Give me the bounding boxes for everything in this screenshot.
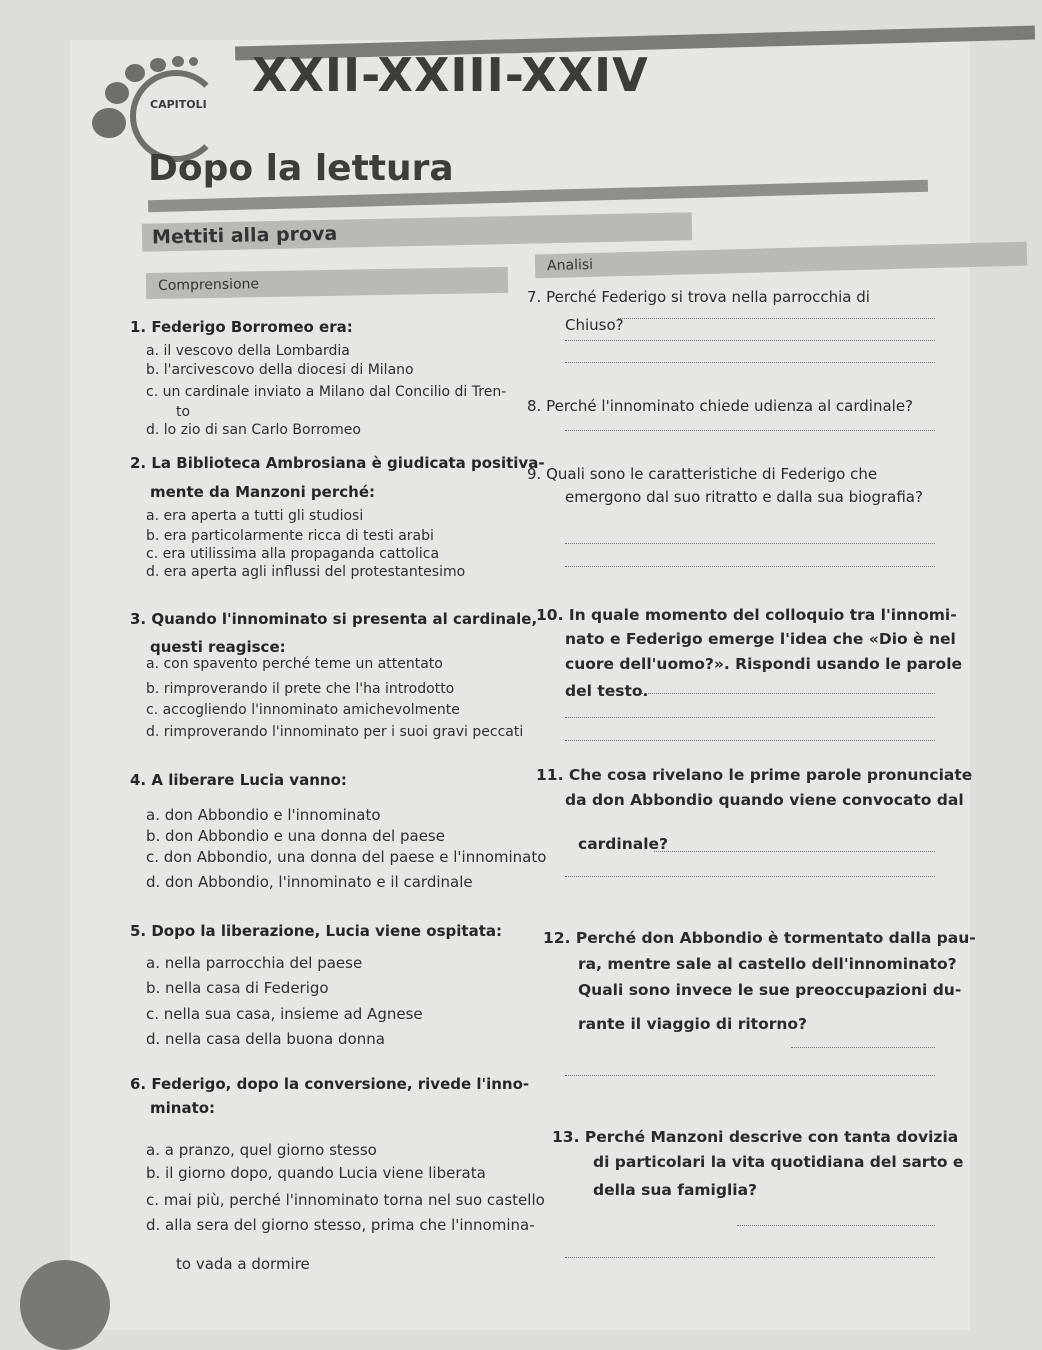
answer-option[interactable]: d. rimproverando l'innominato per i suoi gravi peccati xyxy=(146,724,524,740)
question-13-cont: di particolari la vita quotidiana del sarto e xyxy=(593,1153,964,1171)
answer-option[interactable]: b. rimproverando il prete che l'ha introdotto xyxy=(146,681,455,697)
answer-line[interactable] xyxy=(791,1047,935,1048)
answer-option[interactable]: d. lo zio di san Carlo Borromeo xyxy=(146,422,361,438)
question-3-cont: questi reagisce: xyxy=(150,638,286,656)
question-9-cont: emergono dal suo ritratto e dalla sua biografia? xyxy=(565,488,923,506)
answer-line[interactable] xyxy=(565,566,935,567)
question-12-cont: ra, mentre sale al castello dell'innominato? xyxy=(578,955,957,973)
analysis-heading: Analisi xyxy=(535,242,1027,279)
answer-option[interactable]: c. don Abbondio, una donna del paese e l'innominato xyxy=(146,848,547,866)
question-8: 8. Perché l'innominato chiede udienza al cardinale? xyxy=(527,397,914,415)
answer-line[interactable] xyxy=(618,318,935,319)
answer-option[interactable]: b. l'arcivescovo della diocesi di Milano xyxy=(146,362,414,378)
answer-line[interactable] xyxy=(737,1225,935,1226)
logo-dot xyxy=(92,108,126,138)
answer-option[interactable]: a. a pranzo, quel giorno stesso xyxy=(146,1141,377,1159)
chapter-numbers: XXII-XXIII-XXIV xyxy=(252,48,649,102)
question-2-cont: mente da Manzoni perché: xyxy=(150,483,375,501)
question-11: 11. Che cosa rivelano le prime parole pronunciate xyxy=(536,766,973,784)
question-6-cont: minato: xyxy=(150,1099,216,1117)
page-corner-shadow xyxy=(20,1260,110,1350)
answer-line[interactable] xyxy=(565,340,935,341)
answer-option[interactable]: c. era utilissima alla propaganda cattolica xyxy=(146,546,440,562)
question-7-cont: Chiuso? xyxy=(565,316,624,334)
answer-option[interactable]: d. don Abbondio, l'innominato e il cardinale xyxy=(146,873,473,891)
answer-option[interactable]: c. nella sua casa, insieme ad Agnese xyxy=(146,1005,423,1023)
page-title: Dopo la lettura xyxy=(148,148,454,189)
logo-text: CAPITOLI xyxy=(150,98,207,111)
question-2: 2. La Biblioteca Ambrosiana è giudicata positiva- xyxy=(130,454,545,472)
question-1: 1. Federigo Borromeo era: xyxy=(130,318,353,336)
answer-option[interactable]: b. don Abbondio e una donna del paese xyxy=(146,827,445,845)
answer-option[interactable]: d. alla sera del giorno stesso, prima che l'innomina- xyxy=(146,1216,535,1234)
answer-option[interactable]: to vada a dormire xyxy=(176,1255,310,1273)
answer-line[interactable] xyxy=(565,430,935,431)
answer-option[interactable]: c. un cardinale inviato a Milano dal Concilio di Tren- xyxy=(146,384,507,400)
answer-line[interactable] xyxy=(565,740,935,741)
answer-line[interactable] xyxy=(641,693,935,694)
comprension-heading: Comprensione xyxy=(146,267,508,299)
answer-option[interactable]: to xyxy=(176,404,191,420)
question-12: 12. Perché don Abbondio è tormentato dalla pau- xyxy=(543,929,976,947)
logo-dot xyxy=(125,64,145,82)
question-6: 6. Federigo, dopo la conversione, rivede l'inno- xyxy=(130,1075,530,1093)
section-heading: Mettiti alla prova xyxy=(142,212,692,252)
answer-option[interactable]: a. don Abbondio e l'innominato xyxy=(146,806,381,824)
answer-option[interactable]: c. mai più, perché l'innominato torna nel suo castello xyxy=(146,1191,545,1209)
answer-option[interactable]: c. accogliendo l'innominato amichevolmente xyxy=(146,702,460,718)
question-10-cont: nato e Federigo emerge l'idea che «Dio è nel xyxy=(565,630,956,648)
logo-dot xyxy=(105,82,129,104)
answer-option[interactable]: d. nella casa della buona donna xyxy=(146,1030,385,1048)
logo-dot xyxy=(189,57,198,66)
answer-option[interactable]: a. era aperta a tutti gli studiosi xyxy=(146,508,364,524)
question-3: 3. Quando l'innominato si presenta al cardinale, xyxy=(130,610,538,628)
logo-dot xyxy=(172,56,184,67)
answer-line[interactable] xyxy=(565,876,935,877)
question-11-cont: cardinale? xyxy=(578,835,669,853)
answer-option[interactable]: b. il giorno dopo, quando Lucia viene liberata xyxy=(146,1164,486,1182)
question-12-cont: rante il viaggio di ritorno? xyxy=(578,1015,808,1033)
answer-option[interactable]: d. era aperta agli influssi del protestantesimo xyxy=(146,564,466,580)
question-9: 9. Quali sono le caratteristiche di Federigo che xyxy=(527,465,878,483)
answer-line[interactable] xyxy=(565,1075,935,1076)
question-10-cont: cuore dell'uomo?». Rispondi usando le parole xyxy=(565,655,963,673)
answer-line[interactable] xyxy=(565,1257,935,1258)
question-11-cont: da don Abbondio quando viene convocato dal xyxy=(565,791,964,809)
logo-dot xyxy=(150,58,166,72)
answer-option[interactable]: b. era particolarmente ricca di testi arabi xyxy=(146,528,434,544)
question-12-cont: Quali sono invece le sue preoccupazioni du- xyxy=(578,981,962,999)
answer-option[interactable]: a. con spavento perché teme un attentato xyxy=(146,656,443,672)
answer-line[interactable] xyxy=(565,362,935,363)
question-4: 4. A liberare Lucia vanno: xyxy=(130,771,347,789)
question-10: 10. In quale momento del colloquio tra l'innomi- xyxy=(536,606,957,624)
answer-line[interactable] xyxy=(565,543,935,544)
answer-line[interactable] xyxy=(565,717,935,718)
question-5: 5. Dopo la liberazione, Lucia viene ospitata: xyxy=(130,922,503,940)
answer-option[interactable]: b. nella casa di Federigo xyxy=(146,979,329,997)
question-13: 13. Perché Manzoni descrive con tanta dovizia xyxy=(552,1128,959,1146)
question-10-cont: del testo. xyxy=(565,682,649,700)
answer-option[interactable]: a. il vescovo della Lombardia xyxy=(146,343,350,359)
question-7: 7. Perché Federigo si trova nella parrocchia di xyxy=(527,288,870,306)
answer-option[interactable]: a. nella parrocchia del paese xyxy=(146,954,363,972)
answer-line[interactable] xyxy=(654,851,935,852)
question-13-cont: della sua famiglia? xyxy=(593,1181,758,1199)
